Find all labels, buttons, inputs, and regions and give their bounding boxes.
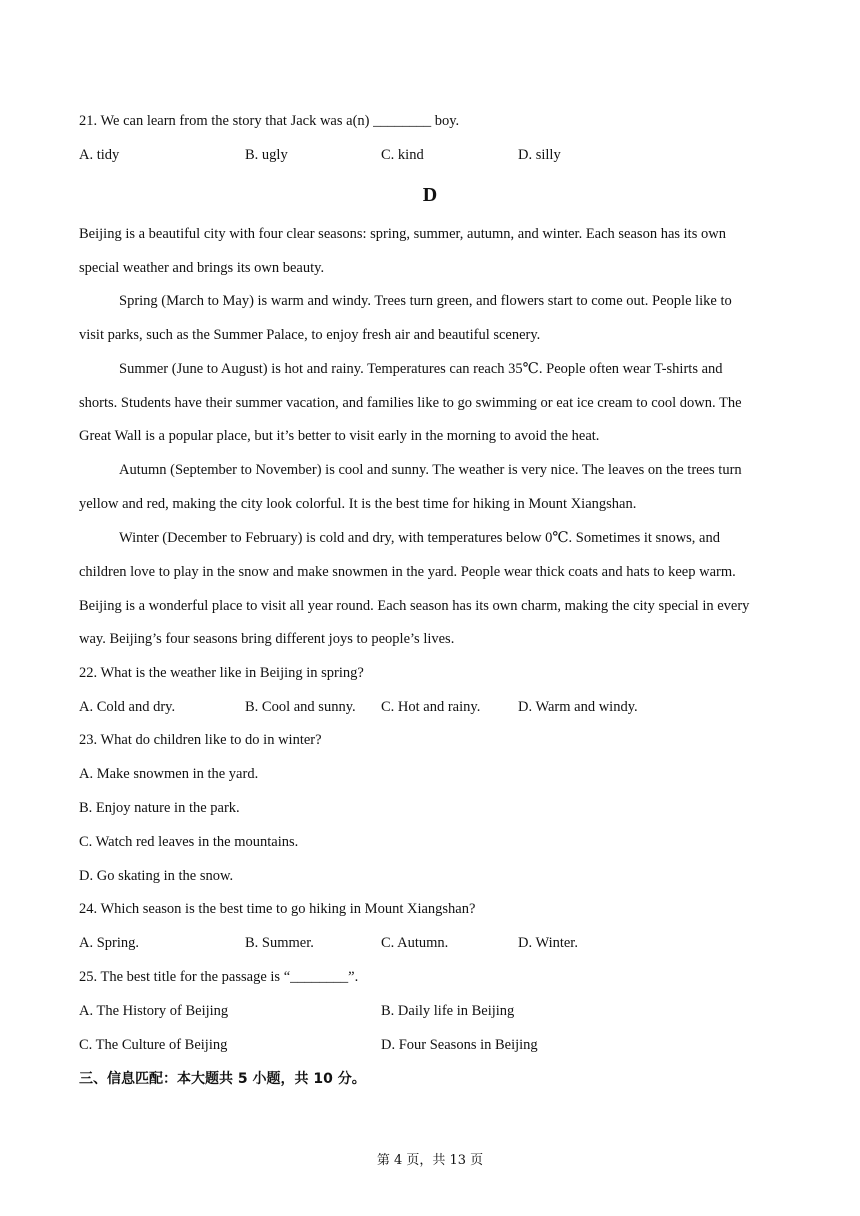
q22-option-c: C. Hot and rainy. <box>381 699 481 715</box>
q24-option-b: B. Summer. <box>245 935 314 951</box>
q23-option-a: A. Make snowmen in the yard. <box>79 766 259 782</box>
page-footer: 第 4 页，共 13 页 <box>376 1153 484 1168</box>
q21-option-a: A. tidy <box>79 147 120 163</box>
q22-option-a: A. Cold and dry. <box>79 699 176 715</box>
q24-option-a: A. Spring. <box>79 935 140 951</box>
q22-option-d: D. Warm and windy. <box>518 699 638 715</box>
passage-heading: D <box>422 184 438 206</box>
question-22-stem: 22. What is the weather like in Beijing in spring? <box>79 665 364 681</box>
section-3-heading: 三、信息匹配：本大题共 5 小题，共 10 分。 <box>79 1071 366 1087</box>
q24-option-d: D. Winter. <box>518 935 578 951</box>
passage-line: Spring (March to May) is warm and windy. Trees turn green, and flowers start to come out. People like to <box>119 293 732 309</box>
passage-line: special weather and brings its own beauty. <box>79 260 325 276</box>
passage-line: Beijing is a beautiful city with four clear seasons: spring, summer, autumn, and winter. Each season has its own <box>79 226 726 242</box>
passage-line: visit parks, such as the Summer Palace, to enjoy fresh air and beautiful scenery. <box>79 327 541 343</box>
passage-line: Beijing is a wonderful place to visit all year round. Each season has its own charm, making the city special in every <box>79 598 750 614</box>
passage-line: Great Wall is a popular place, but it’s better to visit early in the morning to avoid the heat. <box>79 428 600 444</box>
q21-option-c: C. kind <box>381 147 424 163</box>
q25-option-b: B. Daily life in Beijing <box>381 1003 515 1019</box>
q23-option-c: C. Watch red leaves in the mountains. <box>79 834 299 850</box>
passage-line: way. Beijing’s four seasons bring different joys to people’s lives. <box>79 631 455 647</box>
passage-line: yellow and red, making the city look colorful. It is the best time for hiking in Mount Xiangshan. <box>79 496 637 512</box>
passage-line: Summer (June to August) is hot and rainy. Temperatures can reach 35℃. People often wear T-shirts and <box>119 361 723 377</box>
q23-option-b: B. Enjoy nature in the park. <box>79 800 240 816</box>
question-25-stem: 25. The best title for the passage is “________”. <box>79 969 359 985</box>
question-23-stem: 23. What do children like to do in winter? <box>79 732 322 748</box>
q21-option-b: B. ugly <box>245 147 288 163</box>
passage-line: Autumn (September to November) is cool and sunny. The weather is very nice. The leaves on the trees turn <box>119 462 742 478</box>
q25-option-c: C. The Culture of Beijing <box>79 1037 228 1053</box>
q25-option-a: A. The History of Beijing <box>79 1003 229 1019</box>
passage-line: children love to play in the snow and make snowmen in the yard. People wear thick coats and hats to keep warm. <box>79 564 736 580</box>
passage-line: shorts. Students have their summer vacation, and families like to go swimming or eat ice cream to cool down. The <box>79 395 742 411</box>
passage-line: Winter (December to February) is cold and dry, with temperatures below 0℃. Sometimes it snows, and <box>119 530 720 546</box>
q24-option-c: C. Autumn. <box>381 935 449 951</box>
q23-option-d: D. Go skating in the snow. <box>79 868 234 884</box>
q21-option-d: D. silly <box>518 147 561 163</box>
q25-option-d: D. Four Seasons in Beijing <box>381 1037 538 1053</box>
question-21-stem: 21. We can learn from the story that Jack was a(n) ________ boy. <box>79 113 460 129</box>
q22-option-b: B. Cool and sunny. <box>245 699 356 715</box>
question-24-stem: 24. Which season is the best time to go hiking in Mount Xiangshan? <box>79 901 476 917</box>
